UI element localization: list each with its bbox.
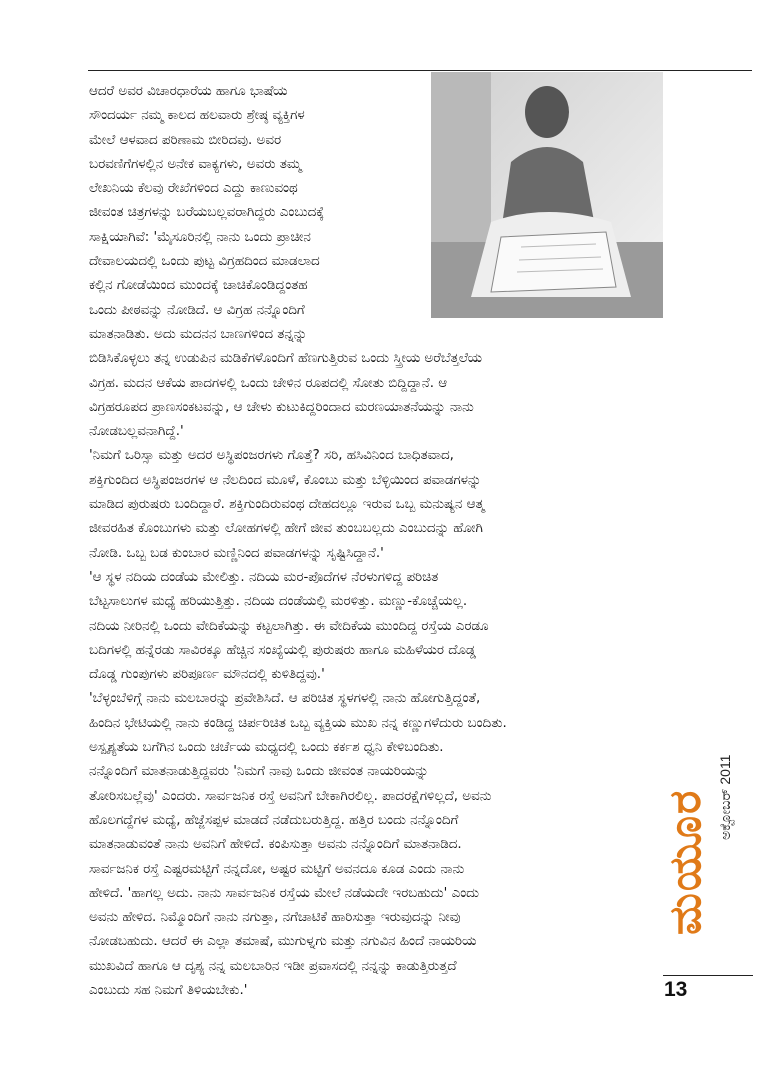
text-line: ಜೀವರಹಿತ ಕೊಂಬುಗಳು ಮತ್ತು ಲೋಹಗಳಲ್ಲಿ ಹೇಗೆ ಜೀವ ತುಂಬಬಲ್ಲದು ಎಂಬುದನ್ನು ಹೋಗಿ [89,521,483,537]
text-line: ಬರವಣಿಗೆಗಳಲ್ಲಿನ ಅನೇಕ ವಾಕ್ಯಗಳು, ಅವರು ತಮ್ಮ [89,156,302,172]
footer-rule [663,975,753,976]
text-line: ಅಸ್ಪೃಶ್ಯತೆಯ ಬಗೆಗಿನ ಒಂದು ಚರ್ಚೆಯ ಮಧ್ಯದಲ್ಲಿ ಒಂದು ಕರ್ಕಶ ಧ್ವನಿ ಕೇಳಿಬಂದಿತು. [89,740,444,756]
text-line: ನೋಡಬಲ್ಲವನಾಗಿದ್ದೆ.' [89,424,184,440]
text-line: ಹಿಂದಿನ ಭೇಟಿಯಲ್ಲಿ ನಾನು ಕಂಡಿದ್ದ ಚಿರ್ಪರಿಚಿತ ಒಬ್ಬ ವ್ಯಕ್ತಿಯ ಮುಖ ನನ್ನ ಕಣ್ಣುಗಳೆದುರು ಬಂದಿತು. [89,715,507,731]
text-line: ನೋಡಿ. ಒಬ್ಬ ಬಡ ಕುಂಬಾರ ಮಣ್ಣಿನಿಂದ ಪವಾಡಗಳನ್ನು ಸೃಷ್ಟಿಸಿದ್ದಾನೆ.' [89,545,384,561]
lede-column [89,80,419,347]
article-text [89,80,664,1003]
text-line: ಮಾತನಾಡಿತು. ಅದು ಮದನನ ಬಾಣಗಳಿಂದ ತನ್ನನ್ನು [89,326,308,342]
text-line: ಸಾಕ್ಷಿಯಾಗಿವೆ: 'ಮೈಸೂರಿನಲ್ಲಿ ನಾನು ಒಂದು ಪ್ರಾಚೀನ [89,229,311,245]
text-line: ಬದಿಗಳಲ್ಲಿ ಹನ್ನೆರಡು ಸಾವಿರಕ್ಕೂ ಹೆಚ್ಚಿನ ಸಂಖ್ಯೆಯಲ್ಲಿ ಪುರುಷರು ಹಾಗೂ ಮಹಿಳೆಯರ ದೊಡ್ಡ [89,642,476,658]
magazine-brand: ಮಯೂರ [660,788,711,935]
text-line: ನನ್ನೊಂದಿಗೆ ಮಾತನಾಡುತ್ತಿದ್ದವರು 'ನಿಮಗೆ ನಾವು ಒಂದು ಜೀವಂತ ನಾಯರಿಯನ್ನು [89,764,429,780]
text-line: ಶಕ್ತಿಗುಂದಿದ ಅಸ್ಥಿಪಂಜರಗಳ ಆ ನೆಲದಿಂದ ಮೂಳೆ, ಕೊಂಬು ಮತ್ತು ಬೆಳ್ಳಿಯಿಂದ ಪವಾಡಗಳನ್ನು [89,472,482,488]
text-line: ಮುಖವಿದೆ ಹಾಗೂ ಆ ದೃಶ್ಯ ನನ್ನ ಮಲಬಾರಿನ ಇಡೀ ಪ್ರವಾಸದಲ್ಲಿ ನನ್ನನ್ನು ಕಾಡುತ್ತಿರುತ್ತದೆ [89,958,457,974]
text-line: ವಿಗ್ರಹ. ಮದನ ಆಕೆಯ ಪಾದಗಳಲ್ಲಿ ಒಂದು ಚೇಳಿನ ರೂಪದಲ್ಲಿ ಸೋತು ಬಿದ್ದಿದ್ದಾನೆ. ಆ [89,375,448,391]
text-line: ಮಾತನಾಡುವಂತೆ ನಾನು ಅವನಿಗೆ ಹೇಳಿದೆ. ಕಂಪಿಸುತ್ತಾ ಅವನು ನನ್ನೊಂದಿಗೆ ಮಾತನಾಡಿದ. [89,837,462,853]
paragraph-malabar [89,687,664,1003]
text-line: 'ಆ ಸ್ಥಳ ನದಿಯ ದಂಡೆಯ ಮೇಲಿತ್ತು. ನದಿಯ ಮರ-ಪೊದೆಗಳ ನೆರಳುಗಳಿದ್ದ ಪರಿಚಿತ [89,569,439,585]
text-line: ಹೊಲಗದ್ದೆಗಳ ಮಧ್ಯೆ, ಹೆಜ್ಜೆಸಪ್ಪಳ ಮಾಡದೆ ನಡೆದುಬರುತ್ತಿದ್ದ. ಹತ್ತಿರ ಬಂದು ನನ್ನೊಂದಿಗೆ [89,812,459,828]
text-line: ಅವನು ಹೇಳಿದ. ನಿಮ್ಮೊಂದಿಗೆ ನಾನು ನಗುತ್ತಾ, ನಗೆಚಾಟಿಕೆ ಹಾರಿಸುತ್ತಾ ಇರುವುದನ್ನು ನೀವು [89,910,461,926]
text-line: 'ನಿಮಗೆ ಒರಿಸ್ಸಾ ಮತ್ತು ಅದರ ಅಸ್ಥಿಪಂಜರಗಳು ಗೊತ್ತೆ? ಸರಿ, ಹಸಿವಿನಿಂದ ಬಾಧಿತವಾದ, [89,448,454,464]
text-line: ಮಾಡಿದ ಪುರುಷರು ಬಂದಿದ್ದಾರೆ. ಶಕ್ತಿಗುಂದಿರುವಂಥ ದೇಹದಲ್ಲೂ ಇರುವ ಒಬ್ಬ ಮನುಷ್ಯನ ಆತ್ಮ [89,497,485,513]
page-number: 13 [664,978,688,1001]
top-rule [88,70,752,71]
issue-date: ಅಕ್ಟೋಬರ್ 2011 [717,754,733,840]
text-line: ಸೌಂದರ್ಯ ನಮ್ಮ ಕಾಲದ ಹಲವಾರು ಶ್ರೇಷ್ಠ ವ್ಯಕ್ತಿಗಳ [89,108,305,124]
text-line: ವಿಗ್ರಹರೂಪದ ಪ್ರಾಣಸಂಕಟವನ್ನು, ಆ ಚೇಳು ಕುಟುಕಿದ್ದರಿಂದಾದ ಮರಣಯಾತನೆಯನ್ನು ನಾನು [89,399,474,415]
text-line: ಸಾರ್ವಜನಿಕ ರಸ್ತೆ ಎಷ್ಟರಮಟ್ಟಿಗೆ ನನ್ನದೋ, ಅಷ್ಟರ ಮಟ್ಟಿಗೆ ಅವನದೂ ಕೂಡ ಎಂದು ನಾನು [89,861,465,877]
text-line: ಹೇಳಿದೆ. 'ಹಾಗಲ್ಲ ಅದು. ನಾನು ಸಾರ್ವಜನಿಕ ರಸ್ತೆಯ ಮೇಲೆ ನಡೆಯದೇ ಇರಬಹುದು' ಎಂದು [89,885,480,901]
text-line: ಬೆಟ್ಟಸಾಲುಗಳ ಮಧ್ಯೆ ಹರಿಯುತ್ತಿತ್ತು. ನದಿಯ ದಂಡೆಯಲ್ಲಿ ಮರಳಿತ್ತು. ಮಣ್ಣು-ಕೊಚ್ಚೆಯಲ್ಲ. [89,594,468,610]
text-line: ಎಂಬುದು ಸಹ ನಿಮಗೆ ತಿಳಿಯಬೇಕು.' [89,982,248,998]
text-line: ದೊಡ್ಡ ಗುಂಪುಗಳು ಪರಿಪೂರ್ಣ ಮೌನದಲ್ಲಿ ಕುಳಿತಿದ್ದವು.' [89,667,325,683]
text-line: ದೇವಾಲಯದಲ್ಲಿ ಒಂದು ಪುಟ್ಟ ವಿಗ್ರಹದಿಂದ ಮಾಡಲಾದ [89,254,320,270]
text-line: ಆದರೆ ಅವರ ವಿಚಾರಧಾರೆಯ ಹಾಗೂ ಭಾಷೆಯ [89,84,288,99]
text-line: ನೋಡಬಹುದು. ಆದರೆ ಈ ಎಲ್ಲಾ ತಮಾಷೆ, ಮುಗುಳ್ನಗು ಮತ್ತು ನಗುವಿನ ಹಿಂದೆ ನಾಯರಿಯ [89,934,477,950]
paragraph-river [89,566,664,687]
lede-continuation [89,347,664,444]
text-line: ತೋರಿಸಬಲ್ಲೆವು' ಎಂದರು. ಸಾರ್ವಜನಿಕ ರಸ್ತೆ ಅವನಿಗೆ ಬೇಕಾಗಿರಲಿಲ್ಲ. ಪಾದರಕ್ಷೆಗಳಿಲ್ಲದೆ, ಅವನು [89,788,492,804]
text-line: 'ಬೆಳ್ಳಂಬೆಳಿಗ್ಗೆ ನಾನು ಮಲಬಾರನ್ನು ಪ್ರವೇಶಿಸಿದೆ. ಆ ಪರಿಚಿತ ಸ್ಥಳಗಳಲ್ಲಿ ನಾನು ಹೋಗುತ್ತಿದ್ದಂತೆ, [89,691,481,707]
text-line: ಬಿಡಿಸಿಕೊಳ್ಳಲು ತನ್ನ ಉಡುಪಿನ ಮಡಿಕೆಗಳೊಂದಿಗೆ ಹೆಣಗುತ್ತಿರುವ ಒಂದು ಸ್ತ್ರೀಯ ಅರೆಬೆತ್ತಲೆಯ [89,351,482,367]
text-line: ಕಲ್ಲಿನ ಗೋಡೆಯಿಂದ ಮುಂದಕ್ಕೆ ಚಾಚಿಕೊಂಡಿದ್ದಂತಹ [89,278,308,294]
text-line: ನದಿಯ ನೀರಿನಲ್ಲಿ ಒಂದು ವೇದಿಕೆಯನ್ನು ಕಟ್ಟಲಾಗಿತ್ತು. ಈ ವೇದಿಕೆಯ ಮುಂದಿದ್ದ ರಸ್ತೆಯ ಎರಡೂ [89,618,489,634]
text-line: ಜೀವಂತ ಚಿತ್ರಗಳನ್ನು ಬರೆಯಬಲ್ಲವರಾಗಿದ್ದರು ಎಂಬುದಕ್ಕೆ [89,205,325,221]
text-line: ಒಂದು ಪೀಠವನ್ನು ನೋಡಿದೆ. ಆ ವಿಗ್ರಹ ನನ್ನೊಂದಿಗೆ [89,302,305,318]
text-line: ಲೇಖನಿಯ ಕೆಲವು ರೇಖೆಗಳಿಂದ ಎದ್ದು ಕಾಣುವಂಥ [89,181,298,197]
paragraph-orissa [89,444,664,565]
text-line: ಮೇಲೆ ಆಳವಾದ ಪರಿಣಾಮ ಬೀರಿದವು. ಅವರ [89,132,282,148]
